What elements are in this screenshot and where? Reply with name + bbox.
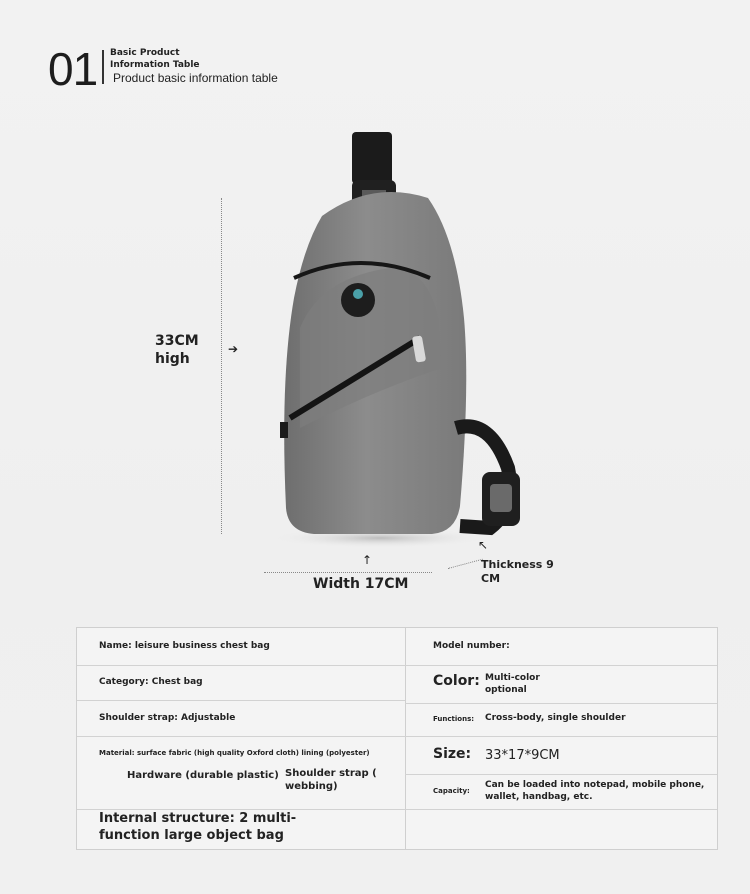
table-row-divider — [405, 665, 717, 666]
product-image — [260, 128, 540, 548]
color-value-line2: optional — [485, 685, 527, 695]
table-row-divider — [405, 703, 717, 704]
width-label: Width 17CM — [313, 576, 409, 592]
color-label: Color: — [433, 673, 480, 689]
arrow-right-icon: ➔ — [228, 342, 239, 356]
product-category: Category: Chest bag — [99, 677, 203, 687]
capacity-label: Capacity: — [433, 787, 470, 795]
arrow-up-icon: ↑ — [362, 553, 373, 567]
table-row-divider — [405, 809, 717, 810]
shoulder-strap-info: Shoulder strap: Adjustable — [99, 713, 236, 723]
section-title-line1: Basic Product — [110, 48, 180, 58]
height-label — [155, 332, 199, 368]
thickness-line1: Thickness 9 — [481, 558, 554, 571]
functions-label: Functions: — [433, 715, 475, 723]
material-info: Material: surface fabric (high quality Oxford cloth) lining (polyester) — [99, 749, 370, 757]
header-divider — [102, 50, 104, 84]
hardware-info: Hardware (durable plastic) — [127, 770, 279, 781]
model-number-label: Model number: — [433, 641, 510, 651]
top-strap — [352, 132, 392, 184]
thickness-line2: CM — [481, 572, 501, 585]
height-value: 33CM — [155, 333, 199, 349]
size-label: Size: — [433, 746, 472, 762]
section-title — [110, 47, 230, 71]
color-value-line1: Multi-color — [485, 673, 540, 683]
thickness-dimension-line — [448, 559, 483, 569]
product-name: Name: leisure business chest bag — [99, 641, 270, 651]
capacity-value-line2: wallet, handbag, etc. — [485, 792, 593, 802]
table-row-divider — [77, 700, 405, 701]
width-dimension-line — [264, 572, 432, 573]
capacity-value-line1: Can be loaded into notepad, mobile phone, — [485, 780, 705, 790]
headphone-port — [341, 283, 375, 317]
arrow-diagonal-icon: ↖ — [478, 538, 489, 552]
table-row-divider — [77, 736, 405, 737]
product-info-table — [76, 627, 718, 850]
internal-structure-line1: Internal structure: 2 multi- — [99, 811, 297, 826]
thickness-label — [481, 558, 561, 586]
shoulder-webbing-info — [285, 767, 377, 793]
height-word: high — [155, 351, 190, 367]
table-row-divider — [77, 665, 405, 666]
internal-structure-info — [99, 810, 296, 844]
table-row-divider — [405, 774, 717, 775]
shoulder-webbing-line1: Shoulder strap ( — [285, 768, 377, 779]
table-column-divider — [405, 628, 406, 849]
size-value: 33*17*9CM — [485, 748, 560, 763]
section-title-line2: Information Table — [110, 60, 200, 70]
section-subtitle: Product basic information table — [113, 71, 278, 85]
section-number: 01 — [48, 43, 98, 95]
table-row-divider — [405, 736, 717, 737]
shoulder-webbing-line2: webbing) — [285, 781, 338, 792]
height-dimension-line — [221, 198, 222, 534]
functions-value: Cross-body, single shoulder — [485, 713, 626, 723]
color-value — [485, 672, 540, 696]
capacity-value — [485, 779, 704, 803]
internal-structure-line2: function large object bag — [99, 828, 284, 843]
